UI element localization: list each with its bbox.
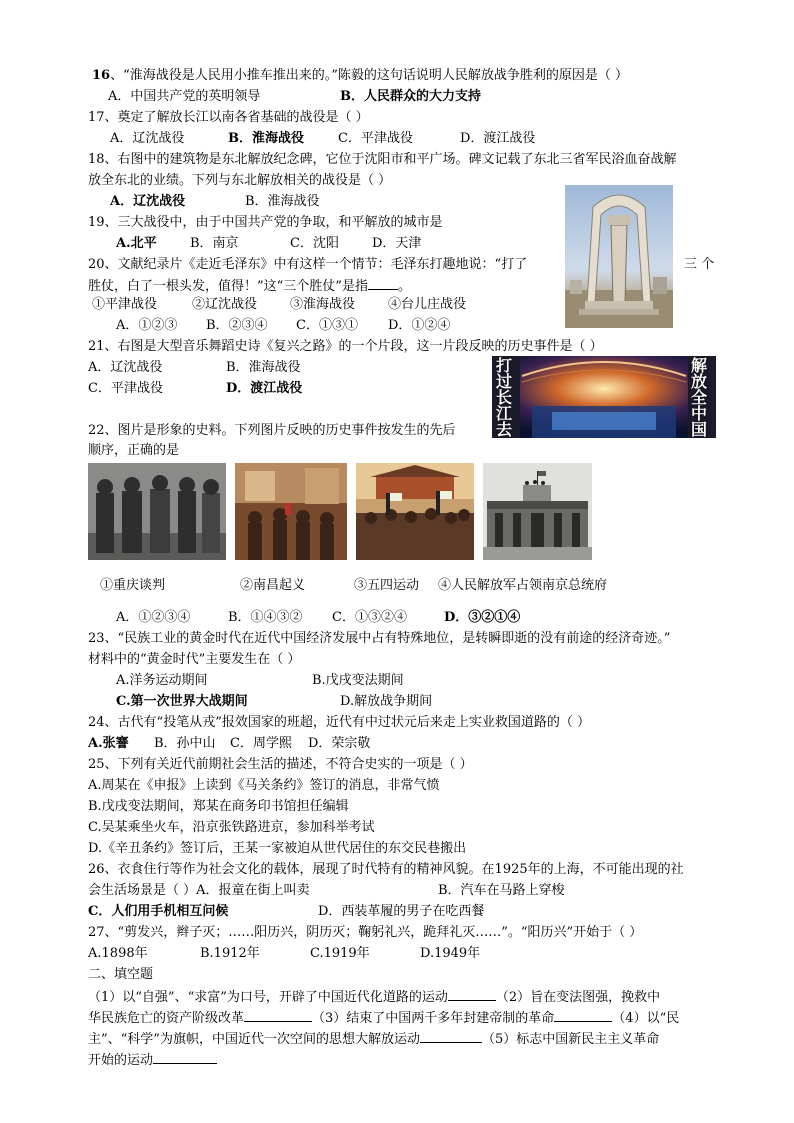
q27-option-b: B.1912年 [200, 946, 260, 961]
q25-stem: 25、下列有关近代前期社会生活的描述，不符合史实的一项是（ ） [88, 757, 473, 772]
monument-photo [565, 185, 673, 328]
q25-option-b: B.戊戌变法期间，郑某在商务印书馆担任编辑 [88, 799, 349, 814]
photo-caption-3: ③五四运动 [354, 578, 420, 593]
liberation-monument-image [565, 185, 673, 328]
q16-option-b: B．人民群众的大力支持 [340, 89, 481, 104]
q21-option-d: D．渡江战役 [226, 381, 303, 396]
photo-caption-2: ②南昌起义 [240, 578, 306, 593]
q27-stem: 27、“剪发兴，辫子灭；……阳历兴，阴历灭；鞠躬礼兴，跪拜礼灭……”。“阳历兴”开始于（ ） [88, 925, 643, 940]
q20-answer-blank[interactable] [368, 277, 398, 290]
q20-option-b: B．②③④ [206, 318, 268, 333]
q25-option-a: A.周某在《申报》上读到《马关条约》签订的消息，非常气愤 [88, 778, 440, 793]
fill-line-4: 开始的运动 [88, 1051, 217, 1069]
q24-stem: 24、古代有“投笔从戎”报效国家的班超，近代有中过状元后来走上实业救国道路的（ ） [88, 715, 590, 730]
q21-option-c: C．平津战役 [88, 381, 163, 396]
q26-option-b: B．汽车在马路上穿梭 [438, 883, 565, 898]
q26-option-d: D．西装革履的男子在吃西餐 [318, 904, 485, 919]
fill-line-3: 主”、“科学”为旗帜，中国近代一次空间的思想大解放运动 （5）标志中国新民主主义革命 [88, 1032, 660, 1047]
uprising-painting-image [235, 463, 347, 560]
fill-line-1: （1）以“自强”、“求富”为口号，开辟了中国近代化道路的运动 （2）旨在变法图强，挽救中 [88, 990, 661, 1005]
q21-option-a: A．辽沈战役 [88, 360, 163, 375]
q23-option-b: B.戊戌变法期间 [312, 673, 404, 688]
q20-option-a: A．①②③ [116, 318, 178, 333]
fill-blank-4[interactable] [420, 1030, 482, 1043]
q20-stem-line1-tail: 三 个 [684, 257, 715, 272]
q26-stem-line1: 26、衣食住行等作为社会文化的载体，展现了时代特有的精神风貌。在1925年的上海，不可能出现的社 [88, 862, 684, 877]
q17-option-d: D．渡江战役 [460, 131, 536, 146]
q21-stem: 21、右图是大型音乐舞蹈史诗《复兴之路》的一个片段，这一片段反映的历史事件是（ ） [88, 339, 603, 354]
q22-option-c: C．①③②④ [332, 610, 407, 625]
q17-stem: 17、奠定了解放长江以南各省基础的战役是（ ） [88, 110, 369, 125]
q17-option-a: A．辽沈战役 [110, 131, 185, 146]
q20-stem-line2: 胜仗，白了一根头发，值得！”这“三个胜仗”是指 。 [88, 279, 411, 294]
photo-caption-1: ①重庆谈判 [100, 578, 166, 593]
q22-option-d: D．③②①④ [444, 610, 521, 625]
q16-option-a: A．中国共产党的英明领导 [108, 89, 261, 104]
fill-blank-3[interactable] [554, 1009, 612, 1022]
q23-stem-line1: 23、“民族工业的黄金时代在近代中国经济发展中占有特殊地位，是转瞬即逝的没有前途的经济奇迹。” [88, 631, 671, 646]
q22-stem-line2: 顺序，正确的是 [88, 443, 180, 458]
stage-banner-right: 解放全中国 [691, 356, 708, 438]
q25-option-d: D.《辛丑条约》签订后，王某一家被迫从世代居住的东交民巷搬出 [88, 841, 467, 856]
q24-option-c: C．周学熙 [230, 736, 292, 751]
q23-option-c: C.第一次世界大战期间 [116, 694, 248, 709]
q25-option-c: C.吴某乘坐火车，沿京张铁路进京，参加科举考试 [88, 820, 375, 835]
q23-stem-line2: 材料中的“黄金时代”主要发生在（ ） [88, 652, 301, 667]
q23-option-a: A.洋务运动期间 [116, 673, 208, 688]
q27-option-a: A.1898年 [88, 946, 148, 961]
q24-option-d: D．荣宗敬 [308, 736, 371, 751]
nanchang-uprising-painting [235, 463, 347, 560]
q20-choice-3: ③淮海战役 [290, 297, 356, 312]
q23-option-d: D.解放战争期间 [340, 694, 433, 709]
q20-stem-line1: 20、文献纪录片《走近毛泽东》中有这样一个情节：毛泽东打趣地说：“打了 [88, 257, 528, 272]
q20-choice-1: ①平津战役 [92, 297, 158, 312]
q19-option-b: B．南京 [190, 236, 239, 251]
stage-scene-image [492, 356, 716, 438]
group-portrait-image [88, 463, 226, 560]
may-fourth-image [356, 463, 474, 560]
q22-option-a: A．①②③④ [116, 610, 191, 625]
q18-option-b: B．淮海战役 [245, 194, 320, 209]
fill-line-2: 华民族危亡的资产阶级改革 （3）结束了中国两千多年封建帝制的革命 （4）以“民 [88, 1011, 680, 1026]
may-fourth-painting [356, 463, 474, 560]
q19-option-c: C．沈阳 [290, 236, 339, 251]
q17-option-b: B．淮海战役 [228, 131, 304, 146]
q18-option-a: A．辽沈战役 [110, 194, 186, 209]
q24-option-b: B．孙中山 [154, 736, 216, 751]
fill-section-heading: 二、填空题 [88, 967, 154, 982]
q20-choice-2: ②辽沈战役 [192, 297, 258, 312]
fill-blank-2[interactable] [244, 1009, 312, 1022]
chongqing-negotiation-photo [88, 463, 226, 560]
q19-stem: 19、三大战役中，由于中国共产党的争取，和平解放的城市是 [88, 215, 443, 230]
q16-stem: 16、“淮海战役是人民用小推车推出来的。”陈毅的这句话说明人民解放战争胜利的原因是（ ） [92, 68, 629, 83]
q22-option-b: B．①④③② [228, 610, 303, 625]
q20-option-c: C．①③① [296, 318, 358, 333]
q21-option-b: B．淮海战役 [226, 360, 301, 375]
q27-option-d: D.1949年 [420, 946, 481, 961]
q27-option-c: C.1919年 [310, 946, 370, 961]
stage-banner-left: 打过长江去 [496, 356, 513, 438]
q22-stem-line1: 22、图片是形象的史料。下列图片反映的历史事件按发生的先后 [88, 423, 456, 438]
stage-photo [492, 356, 716, 438]
q26-option-c: C．人们用手机相互问候 [88, 904, 229, 919]
q24-option-a: A.张謇 [88, 736, 129, 751]
q18-stem-line2: 放全东北的业绩。下列与东北解放相关的战役是（ ） [88, 173, 392, 188]
q18-stem-line1: 18、右图中的建筑物是东北解放纪念碑，它位于沈阳市和平广场。碑文记载了东北三省军民浴血奋战解 [88, 152, 677, 167]
fill-blank-5[interactable] [153, 1051, 217, 1064]
q16-number: 16 [92, 68, 111, 83]
q19-option-a: A.北平 [116, 236, 157, 251]
q20-option-d: D．①②④ [388, 318, 451, 333]
presidential-palace-photo [483, 463, 592, 560]
q17-option-c: C．平津战役 [338, 131, 413, 146]
q26-stem-line2: 会生活场景是（ ）A．报童在街上叫卖 [88, 883, 310, 898]
photo-caption-4: ④人民解放军占领南京总统府 [438, 578, 608, 593]
fill-blank-1[interactable] [448, 988, 496, 1001]
q20-choice-4: ④台儿庄战役 [388, 297, 467, 312]
presidential-palace-image [483, 463, 592, 560]
q19-option-d: D．天津 [372, 236, 422, 251]
